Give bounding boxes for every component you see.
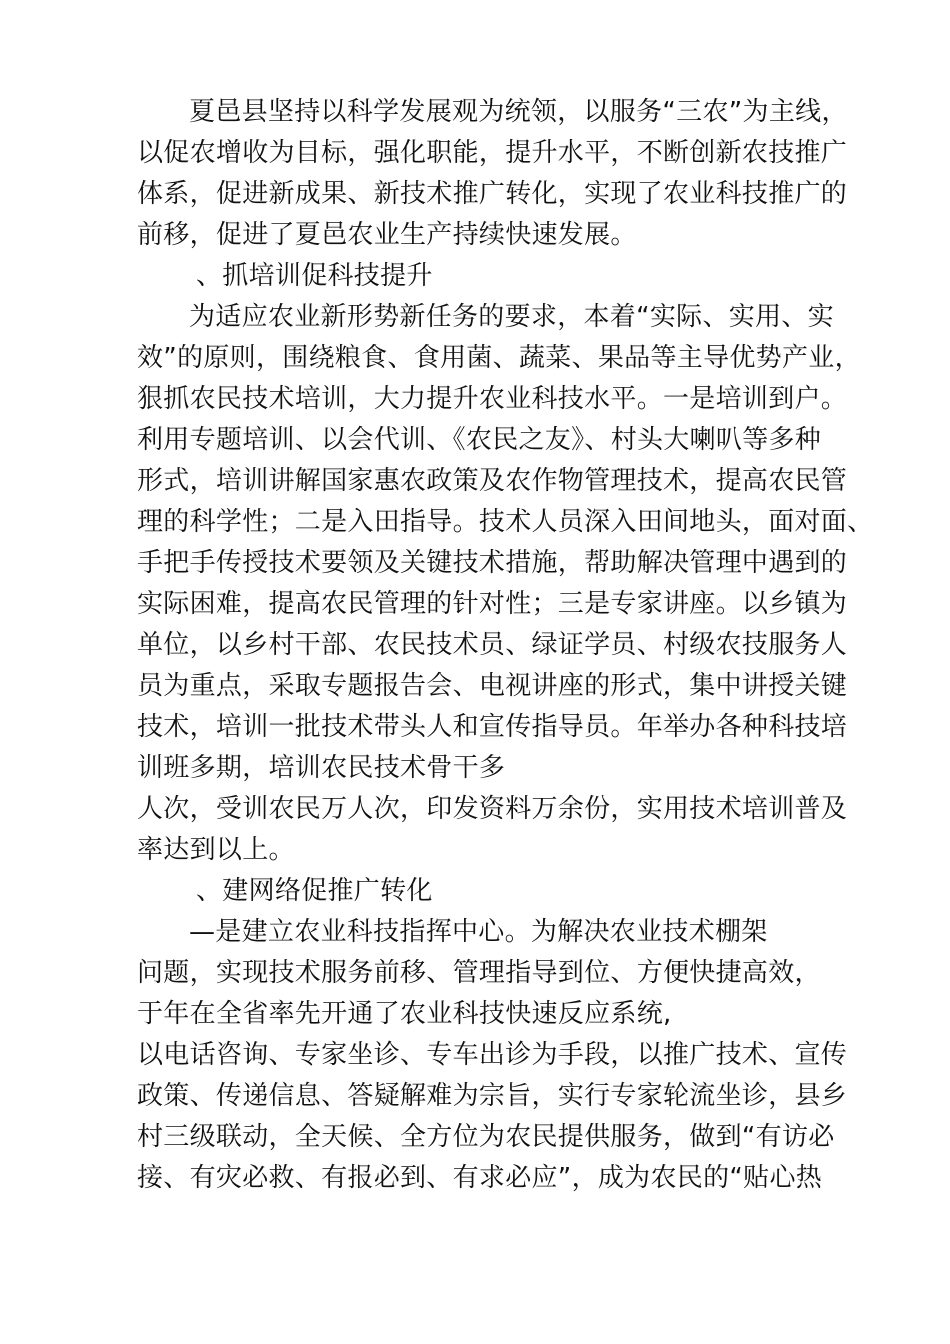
paragraph-line: 率达到以上。 <box>137 835 295 865</box>
paragraph-line: 问题，实现技术服务前移、管理指导到位、方便快捷高效， <box>137 958 821 988</box>
paragraph-line: 于年在全省率先开通了农业科技快速反应系统, <box>137 999 672 1029</box>
section-heading: 、建网络促推广转化 <box>196 876 433 906</box>
paragraph-line: 接、有灾必救、有报必到、有求必应”，成为农民的“贴心热 <box>137 1163 823 1193</box>
paragraph-line: 手把手传授技术要领及关键技术措施，帮助解决管理中遇到的 <box>137 548 848 578</box>
paragraph-line: 形式，培训讲解国家惠农政策及农作物管理技术，提高农民管 <box>137 466 848 496</box>
section-heading: 、抓培训促科技提升 <box>196 261 433 291</box>
paragraph-line: 理的科学性；二是入田指导。技术人员深入田间地头，面对面、 <box>137 507 874 537</box>
paragraph-line: 实际困难，提高农民管理的针对性；三是专家讲座。以乡镇为 <box>137 589 848 619</box>
paragraph-line: 技术，培训一批技术带头人和宣传指导员。年举办各种科技培 <box>137 712 848 742</box>
paragraph-line: 效”的原则，围绕粮食、食用菌、蔬菜、果品等主导优势产业， <box>137 343 861 373</box>
paragraph-line: 以电话咨询、专家坐诊、专车出诊为手段，以推广技术、宣传 <box>137 1040 848 1070</box>
paragraph-line: 以促农增收为目标，强化职能，提升水平，不断创新农技推广 <box>137 138 848 168</box>
paragraph-line: 夏邑县坚持以科学发展观为统领，以服务“三农”为主线， <box>189 97 848 127</box>
paragraph-line: 人次，受训农民万人次，印发资料万余份，实用技术培训普及 <box>137 794 848 824</box>
paragraph-line: 训班多期，培训农民技术骨干多 <box>137 753 506 783</box>
paragraph-line: 利用专题培训、以会代训、《农民之友》、村头大喇叭等多种 <box>137 425 822 455</box>
paragraph-line: 狠抓农民技术培训，大力提升农业科技水平。一是培训到户。 <box>137 384 848 414</box>
paragraph-line: 单位，以乡村干部、农民技术员、绿证学员、村级农技服务人 <box>137 630 848 660</box>
paragraph-line: 政策、传递信息、答疑解难为宗旨，实行专家轮流坐诊，县乡 <box>137 1081 848 1111</box>
paragraph-line: —是建立农业科技指挥中心。为解决农业技术棚架 <box>189 917 768 947</box>
paragraph-line: 体系，促进新成果、新技术推广转化，实现了农业科技推广的 <box>137 179 848 209</box>
paragraph-line: 为适应农业新形势新任务的要求，本着“实际、实用、实 <box>189 302 834 332</box>
paragraph-line: 前移，促进了夏邑农业生产持续快速发展。 <box>137 220 637 250</box>
paragraph-line: 村三级联动，全天候、全方位为农民提供服务，做到“有访必 <box>137 1122 835 1152</box>
paragraph-line: 员为重点，采取专题报告会、电视讲座的形式，集中讲授关键 <box>137 671 848 701</box>
